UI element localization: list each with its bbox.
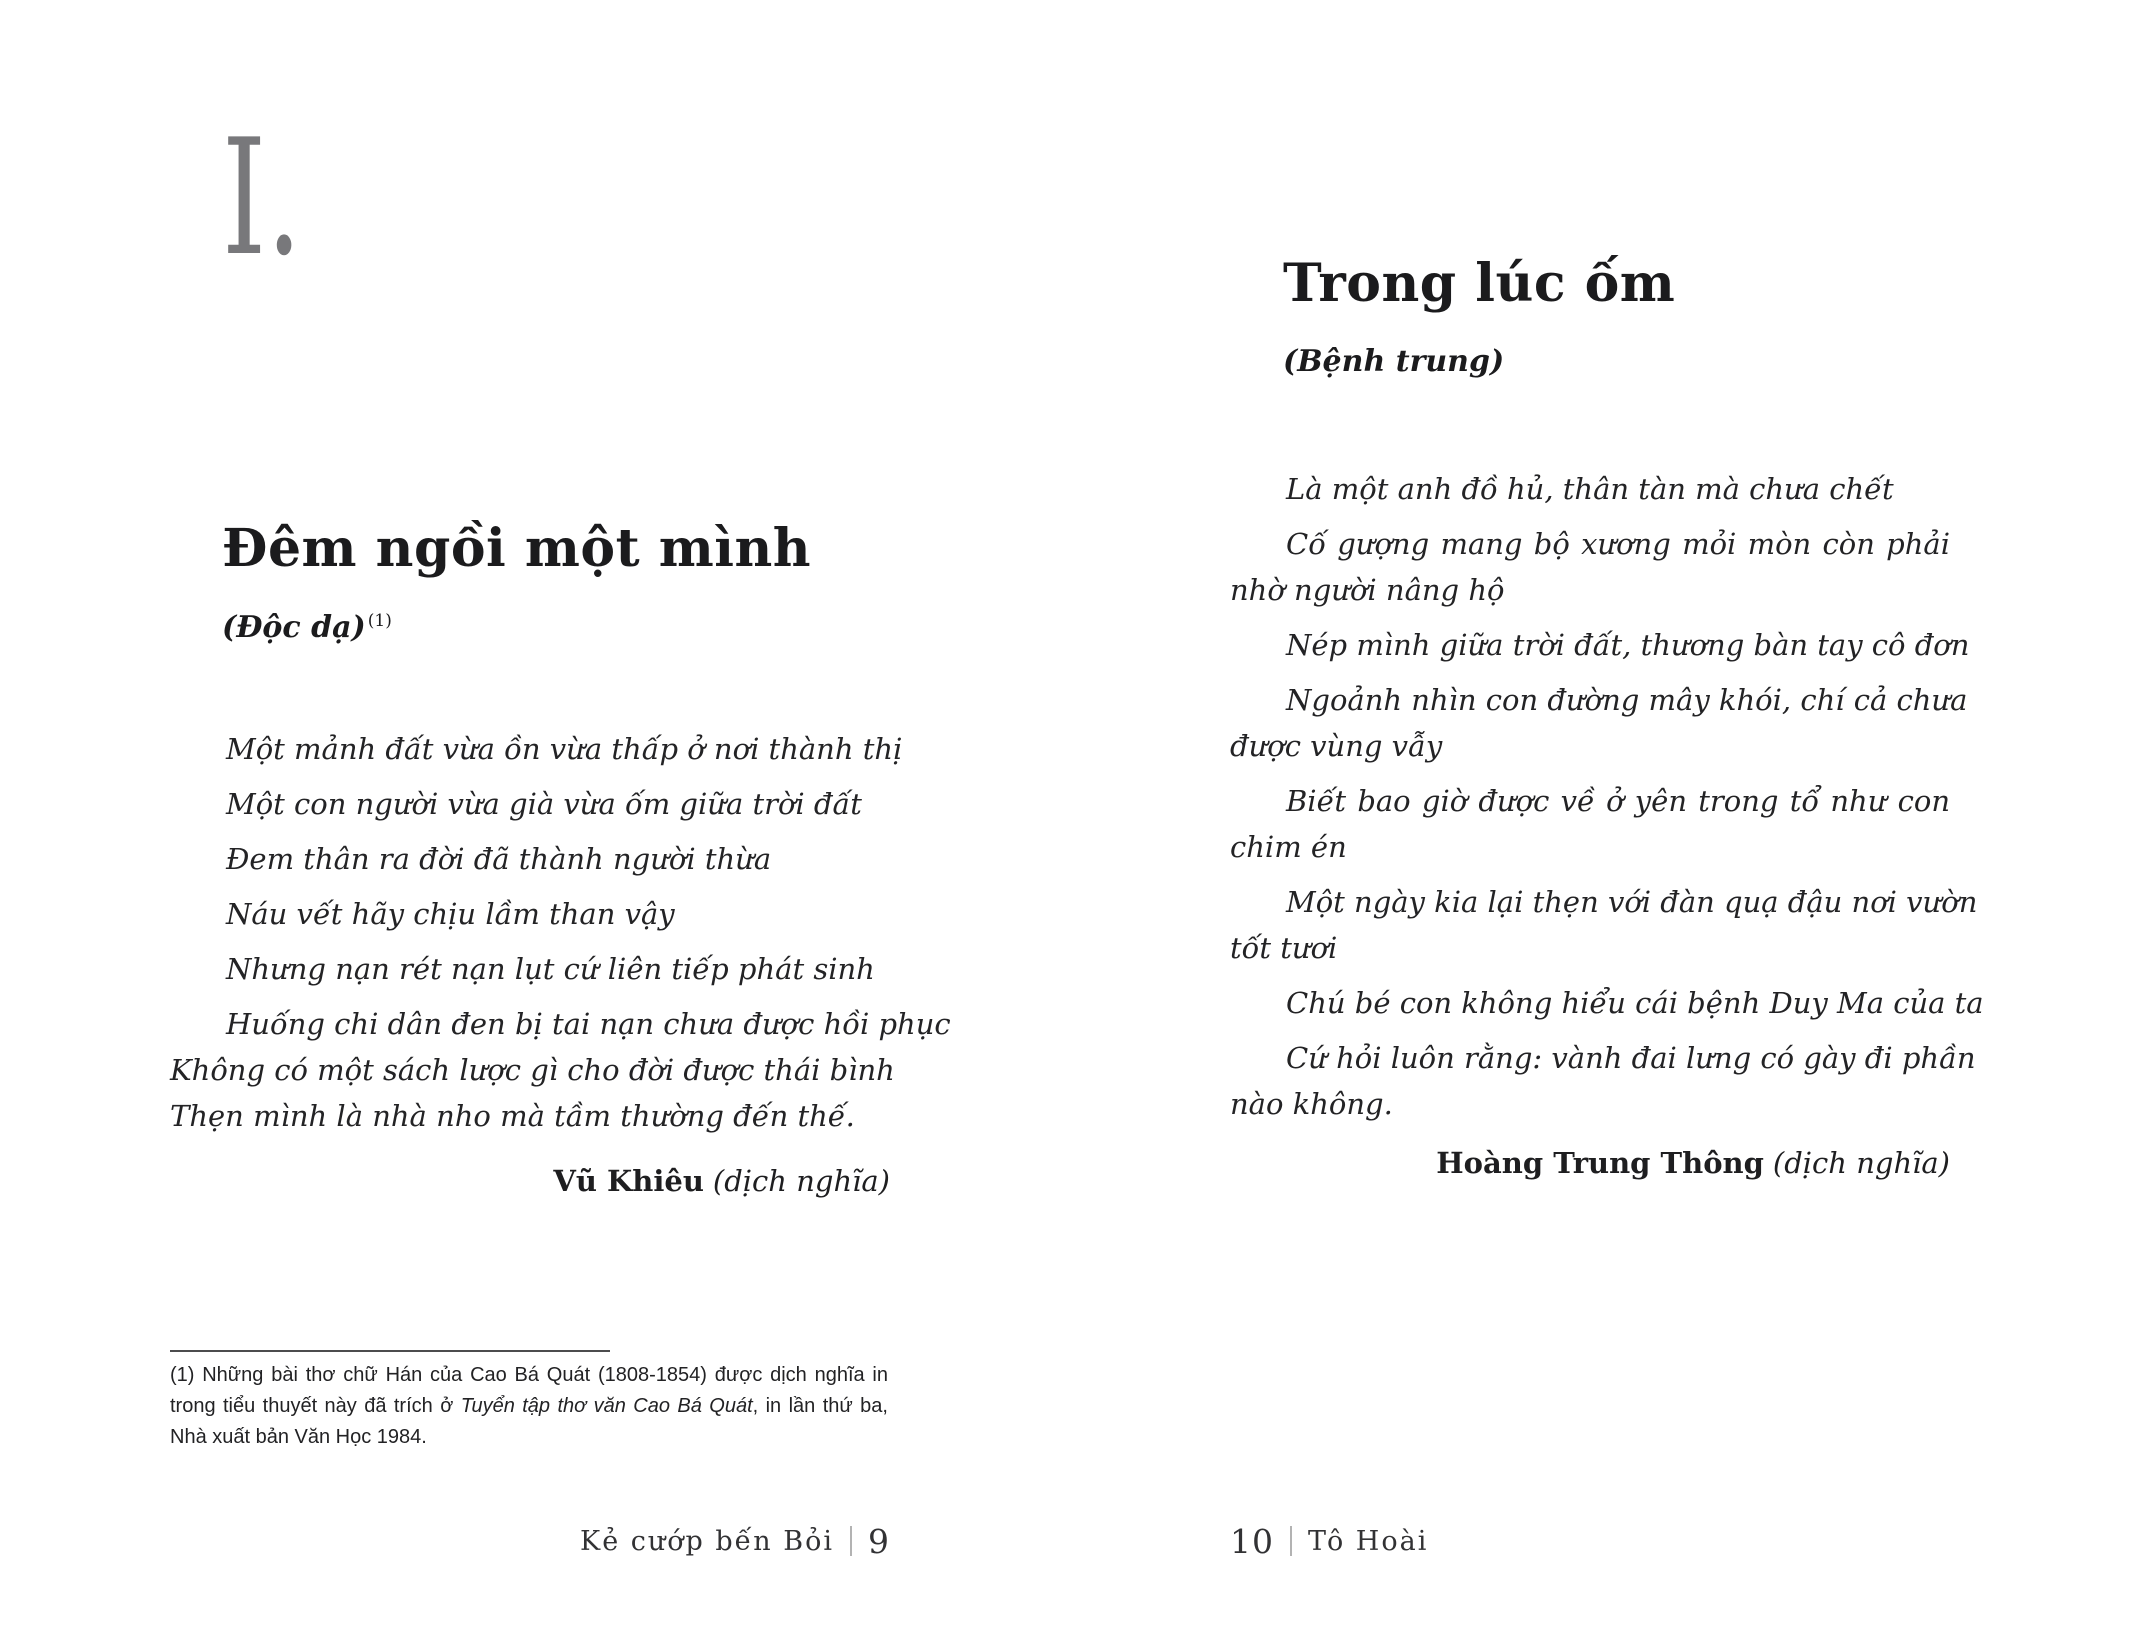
verse — [1230, 980, 1984, 1026]
verse — [170, 891, 890, 937]
poem-line: Cố gượng mang bộ xương mỏi mòn còn phải — [1286, 527, 1950, 561]
left-attribution — [170, 1164, 890, 1198]
poem-line: Đem thân ra đời đã thành người thừa — [226, 842, 772, 876]
translator-role: (dịch nghĩa) — [1772, 1146, 1950, 1180]
footnote-text: , in lần thứ ba, — [752, 1395, 888, 1417]
page-number-right: 10 — [1230, 1521, 1274, 1561]
running-book-title: Kẻ cướp bến Bỏi — [580, 1525, 834, 1557]
left-poem-title: Đêm ngồi một mình — [222, 518, 812, 579]
poem-line: Thẹn mình là nhà nho mà tầm thường đến thế. — [170, 1099, 855, 1133]
verse — [1230, 879, 1978, 971]
left-poem — [170, 726, 951, 1148]
poem-line: Một mảnh đất vừa ồn vừa thấp ở nơi thành thị — [226, 732, 903, 766]
verse — [1230, 778, 1950, 870]
footer-separator — [850, 1526, 852, 1556]
poem-line: Náu vết hãy chịu lầm than vậy — [226, 897, 675, 931]
footnote-book-title: Tuyển tập thơ văn Cao Bá Quát — [460, 1395, 753, 1417]
footnote-rule — [170, 1350, 610, 1352]
footnote — [170, 1360, 888, 1453]
poem-line: Ngoảnh nhìn con đường mây khói, chí cả chưa — [1286, 683, 1968, 717]
page-number-left: 9 — [868, 1521, 890, 1561]
footnote-reference: (1) — [367, 611, 392, 631]
poem-line: Là một anh đồ hủ, thân tàn mà chưa chết — [1286, 472, 1894, 506]
footnote-line: (1) Những bài thơ chữ Hán của Cao Bá Quát (1808-1854) được dịch nghĩa in — [170, 1364, 888, 1386]
footnote-line — [170, 1391, 888, 1422]
poem-line: chim én — [1230, 830, 1347, 864]
poem-line: Nhưng nạn rét nạn lụt cứ liên tiếp phát sinh — [226, 952, 875, 986]
poem-line: nào không. — [1230, 1087, 1393, 1121]
verse — [1230, 466, 1950, 512]
verse — [170, 781, 890, 827]
right-page-footer — [1230, 1518, 1428, 1564]
poem-line: Một con người vừa già vừa ốm giữa trời đất — [226, 787, 862, 821]
poem-line: Không có một sách lược gì cho đời được thái bình — [170, 1053, 895, 1087]
verse — [170, 726, 903, 772]
footnote-line: Nhà xuất bản Văn Học 1984. — [170, 1426, 427, 1448]
poem-line: Cứ hỏi luôn rằng: vành đai lưng có gày đi phần — [1286, 1041, 1976, 1075]
right-poem-title: Trong lúc ốm — [1283, 253, 1676, 314]
verse — [170, 1001, 951, 1139]
right-poem-subtitle: (Bệnh trung) — [1283, 344, 1505, 379]
poem-line: Chú bé con không hiểu cái bệnh Duy Ma của ta — [1286, 986, 1984, 1020]
left-poem-subtitle — [222, 610, 392, 645]
left-page-footer — [170, 1518, 890, 1564]
poem-line: nhờ người nâng hộ — [1230, 573, 1505, 607]
translator-name: Hoàng Trung Thông — [1436, 1146, 1764, 1180]
right-attribution — [1230, 1146, 1950, 1180]
footnote-text: trong tiểu thuyết này đã trích ở — [170, 1395, 461, 1417]
chapter-number: I. — [222, 104, 302, 291]
footer-separator — [1290, 1526, 1292, 1556]
translator-name: Vũ Khiêu — [553, 1164, 704, 1198]
right-poem — [1230, 466, 1984, 1136]
verse — [1230, 1035, 1976, 1127]
verse — [1230, 677, 1968, 769]
verse — [1230, 622, 1970, 668]
poem-line: tốt tươi — [1230, 931, 1338, 965]
poem-line: được vùng vẫy — [1230, 729, 1443, 763]
left-poem-subtitle-text: (Độc dạ) — [222, 610, 366, 645]
verse — [170, 836, 890, 882]
translator-role: (dịch nghĩa) — [712, 1164, 890, 1198]
poem-line: Một ngày kia lại thẹn với đàn quạ đậu nơi vườn — [1286, 885, 1978, 919]
poem-line: Biết bao giờ được về ở yên trong tổ như con — [1286, 784, 1950, 818]
running-author-name: Tô Hoài — [1308, 1525, 1429, 1557]
poem-line: Nép mình giữa trời đất, thương bàn tay cô đơn — [1286, 628, 1970, 662]
verse — [170, 946, 890, 992]
verse — [1230, 521, 1950, 613]
poem-line: Huống chi dân đen bị tai nạn chưa được hồi phục — [226, 1007, 951, 1041]
